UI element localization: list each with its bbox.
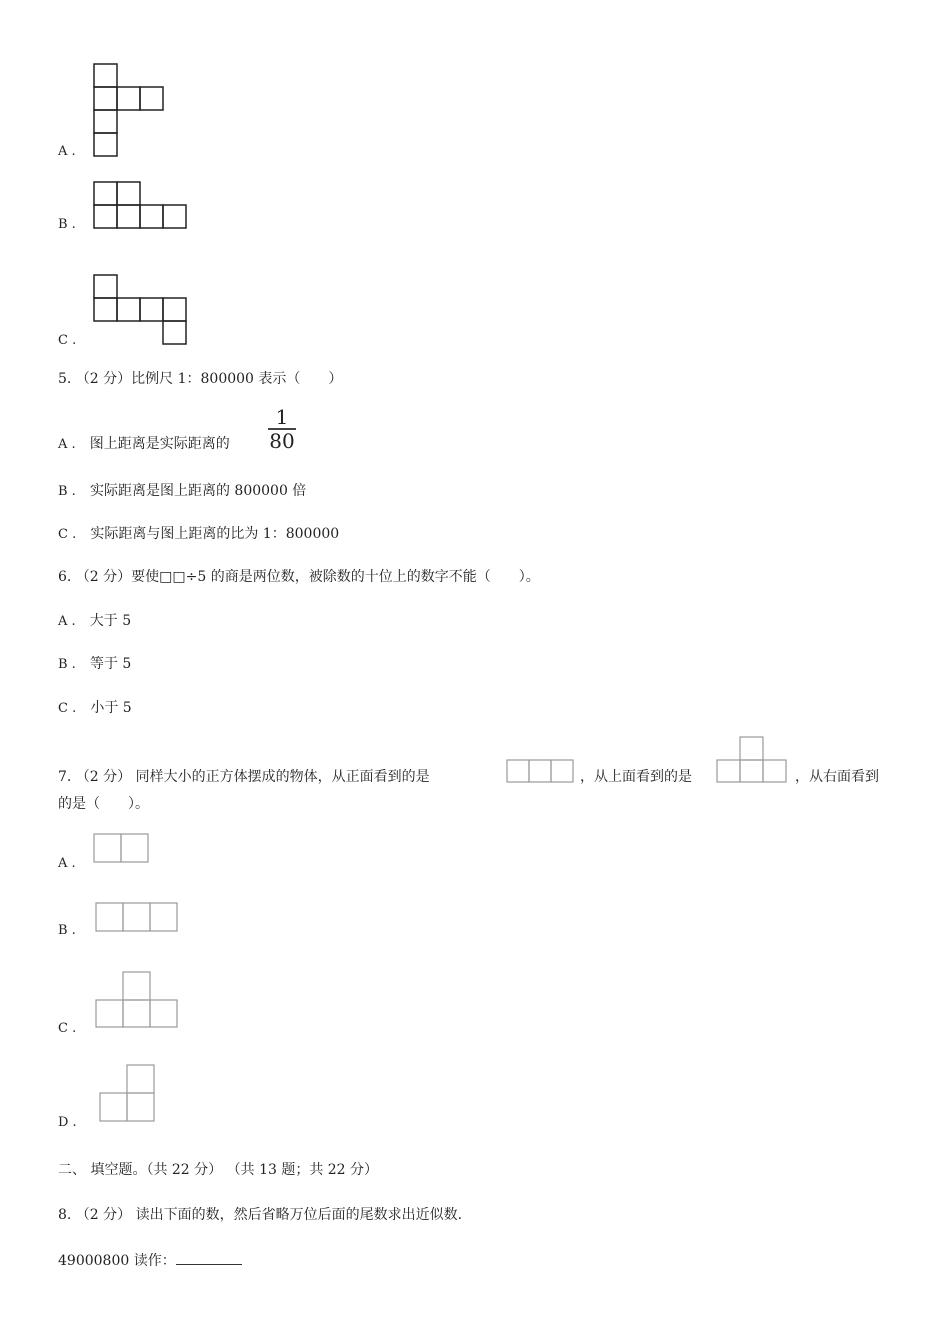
q6-option-b[interactable] [58, 655, 131, 674]
fraction-denominator: 80 [269, 429, 295, 453]
q4-option-c-label: C . [58, 333, 77, 348]
q6-option-c-label: C . [58, 701, 77, 716]
q8-stem: 8. （2 分） 读出下面的数，然后省略万位后面的尾数求出近似数. [58, 1207, 463, 1223]
q6-option-a-text: 大于 5 [89, 613, 132, 629]
q7-option-b-figure [94, 901, 180, 934]
q4-option-a-label: A . [58, 144, 76, 159]
q8-read-line [58, 1250, 242, 1270]
q7-top-view-figure [716, 736, 788, 784]
q6-option-b-text: 等于 5 [89, 656, 132, 672]
q6-option-a[interactable] [58, 612, 131, 631]
fraction-1-80 [268, 407, 296, 451]
q6-option-b-label: B . [58, 657, 76, 672]
q6-option-a-label: A . [58, 614, 76, 629]
q4-option-b-figure [93, 181, 189, 231]
q7-stem-part2: ，从上面看到的是 [580, 769, 692, 785]
q4-option-a-figure [93, 63, 165, 159]
q5-option-c[interactable] [58, 525, 339, 544]
q7-stem-line2: 的是（ ）。 [58, 796, 149, 812]
q7-stem-part3: ，从右面看到 [795, 769, 879, 785]
q7-stem-part1: 7. （2 分） 同样大小的正方体摆成的物体，从正面看到的是 [58, 769, 430, 785]
q7-option-d-label: D . [58, 1115, 77, 1130]
q7-option-c-figure [94, 971, 180, 1029]
q7-option-b-label: B . [58, 923, 76, 938]
section-2-heading: 二、 填空题。（共 22 分） （共 13 题；共 22 分） [58, 1162, 379, 1178]
q7-option-c-label: C . [58, 1021, 77, 1036]
q4-option-b-label: B . [58, 217, 76, 232]
q5-option-b[interactable] [58, 482, 306, 501]
q7-front-view-figure [506, 759, 576, 784]
q8-answer-blank[interactable] [176, 1250, 242, 1265]
q4-option-c-figure [93, 274, 189, 348]
q7-option-a-label: A . [58, 856, 76, 871]
q6-stem: 6. （2 分）要使□□÷5 的商是两位数，被除数的十位上的数字不能（ ）。 [58, 569, 540, 585]
q5-option-c-label: C . [58, 527, 77, 542]
q8-read-label: 49000800 读作： [58, 1253, 176, 1269]
q7-option-a-figure [93, 833, 151, 865]
q5-option-a-label: A . [58, 437, 76, 452]
q5-option-a[interactable] [58, 435, 230, 454]
fraction-numerator: 1 [275, 405, 289, 429]
q6-option-c[interactable] [58, 699, 132, 718]
q5-option-b-label: B . [58, 484, 76, 499]
q6-option-c-text: 小于 5 [90, 700, 132, 716]
q5-option-b-text: 实际距离是图上距离的 800000 倍 [89, 483, 307, 499]
q5-option-c-text: 实际距离与图上距离的比为 1：800000 [90, 526, 340, 542]
q5-option-a-text: 图上距离是实际距离的 [89, 436, 230, 452]
q5-stem: 5. （2 分）比例尺 1：800000 表示（ ） [58, 371, 343, 387]
q7-option-d-figure [98, 1064, 160, 1124]
